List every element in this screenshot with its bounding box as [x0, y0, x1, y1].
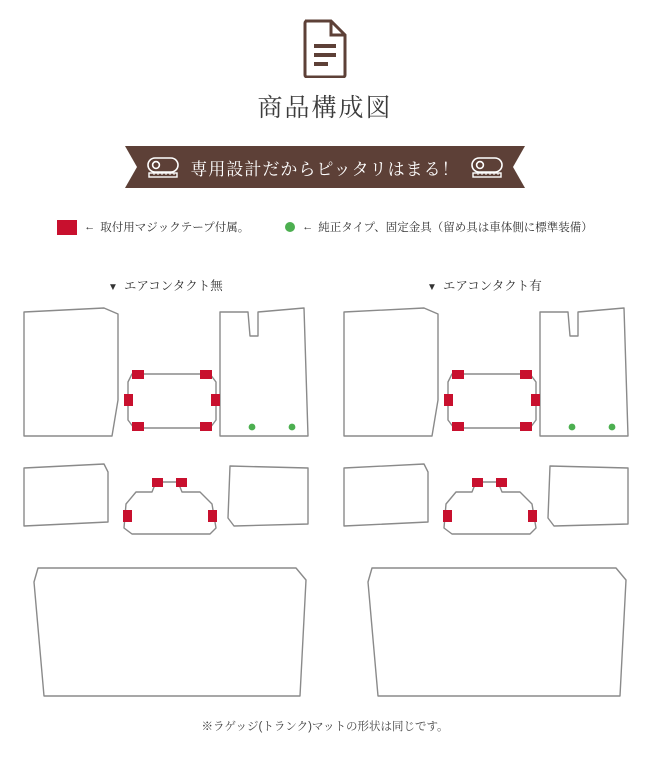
legend-label-velcro: 取付用マジックテープ付属。	[100, 222, 250, 234]
feature-banner	[125, 146, 525, 188]
velcro-marker	[200, 422, 212, 431]
mat-second-left	[24, 464, 108, 526]
mat-diagram	[0, 296, 650, 716]
mat-passenger-right	[540, 308, 628, 436]
banner-text: 専用設計だからピッタリはまる！	[190, 159, 460, 179]
column-label: エアコンタクト有	[442, 279, 542, 293]
velcro-marker	[452, 370, 464, 379]
clip-marker	[609, 424, 616, 431]
column-header-with-air-contact	[427, 276, 542, 294]
mat-diagram-svg	[0, 296, 650, 716]
velcro-marker	[176, 478, 187, 487]
mat-center-right	[448, 374, 536, 428]
velcro-marker	[520, 422, 532, 431]
column-header-no-air-contact	[108, 276, 223, 294]
velcro-marker	[124, 394, 133, 406]
mat-driver-left	[24, 308, 118, 436]
document-icon	[301, 18, 349, 78]
velcro-marker	[123, 510, 132, 522]
legend-item-clip	[285, 219, 593, 235]
velcro-marker	[211, 394, 220, 406]
velcro-marker	[528, 510, 537, 522]
clip-marker	[249, 424, 256, 431]
velcro-marker	[496, 478, 507, 487]
footnote: ※ラゲッジ(トランク)マットの形状は同じです。	[201, 721, 449, 733]
legend-item-velcro	[57, 219, 249, 235]
velcro-marker	[132, 370, 144, 379]
column-label: エアコンタクト無	[123, 279, 223, 293]
velcro-marker	[531, 394, 540, 406]
mat-second-right-right	[548, 466, 628, 526]
mat-second-center-left	[124, 482, 216, 534]
green-dot-icon	[285, 222, 295, 232]
velcro-marker	[152, 478, 163, 487]
mat-second-right-left	[228, 466, 308, 526]
legend-arrow: ←	[84, 221, 96, 233]
mat-luggage-right	[368, 568, 626, 696]
velcro-marker	[443, 510, 452, 522]
clip-marker	[569, 424, 576, 431]
mat-driver-right	[344, 308, 438, 436]
tape-measure-icon	[470, 155, 504, 179]
triangle-down-icon: ▼	[427, 282, 437, 293]
mat-luggage-left	[34, 568, 306, 696]
clip-marker	[289, 424, 296, 431]
legend-arrow: ←	[302, 221, 314, 233]
tape-measure-icon	[146, 155, 180, 179]
velcro-marker	[200, 370, 212, 379]
mat-center-left	[128, 374, 216, 428]
legend-label-clip: 純正タイプ、固定金具（留め具は車体側に標準装備）	[318, 222, 593, 234]
velcro-marker	[452, 422, 464, 431]
velcro-marker	[208, 510, 217, 522]
mat-second-left-right	[344, 464, 428, 526]
mat-second-center-right	[444, 482, 536, 534]
page-title: 商品構成図	[257, 95, 393, 122]
velcro-marker	[132, 422, 144, 431]
legend	[0, 219, 650, 235]
triangle-down-icon: ▼	[108, 282, 118, 293]
velcro-marker	[520, 370, 532, 379]
mat-passenger-left	[220, 308, 308, 436]
velcro-marker	[444, 394, 453, 406]
red-square-icon	[57, 220, 77, 235]
velcro-marker	[472, 478, 483, 487]
